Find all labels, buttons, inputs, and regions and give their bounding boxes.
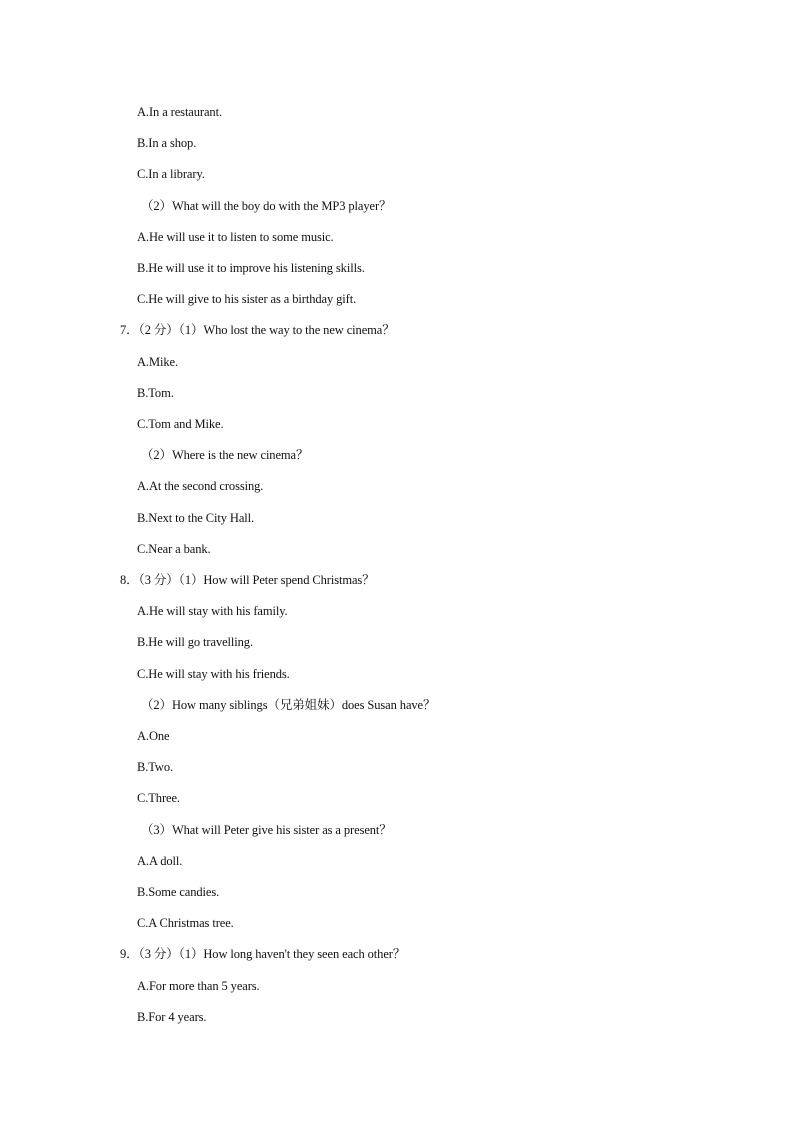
answer-option: B.Some candies. — [137, 885, 220, 899]
answer-option: A.A doll. — [137, 853, 183, 868]
sub-question: （2）How many siblings（兄弟姐妹）does Susan have？ — [141, 697, 436, 712]
answer-option: B.Tom. — [137, 385, 174, 400]
answer-option: C.He will stay with his friends. — [137, 666, 290, 681]
answer-option: C.Tom and Mike. — [137, 417, 224, 431]
answer-option: B.Next to the City Hall. — [137, 510, 255, 525]
sub-question: （3）What will Peter give his sister as a present？ — [141, 822, 392, 837]
answer-option: A.One — [137, 729, 170, 743]
answer-option: C.Three. — [137, 791, 180, 806]
answer-option: C.A Christmas tree. — [137, 916, 234, 931]
answer-option: A.He will stay with his family. — [137, 604, 288, 619]
question-heading: 8．（3 分）（1）How will Peter spend Christmas？ — [120, 573, 375, 587]
answer-option: A.For more than 5 years. — [137, 978, 260, 993]
answer-option: A.Mike. — [137, 354, 178, 369]
answer-option: A.In a restaurant. — [137, 105, 222, 119]
answer-option: B.In a shop. — [137, 136, 197, 151]
answer-option: B.For 4 years. — [137, 1009, 207, 1024]
question-heading: 7．（2 分）（1）Who lost the way to the new cinema？ — [120, 323, 395, 338]
sub-question: （2）What will the boy do with the MP3 player？ — [141, 198, 392, 213]
question-heading: 9．（3 分）（1）How long haven't they seen each other？ — [120, 947, 406, 962]
answer-option: C.He will give to his sister as a birthday gift. — [137, 292, 357, 307]
answer-option: A.He will use it to listen to some music. — [137, 229, 334, 244]
answer-option: A.At the second crossing. — [137, 479, 264, 494]
answer-option: B.He will go travelling. — [137, 635, 253, 650]
answer-option: B.Two. — [137, 760, 174, 775]
sub-question: （2）Where is the new cinema？ — [141, 448, 309, 463]
answer-option: C.Near a bank. — [137, 541, 211, 556]
answer-option: B.He will use it to improve his listening skills. — [137, 261, 365, 275]
answer-option: C.In a library. — [137, 167, 205, 182]
